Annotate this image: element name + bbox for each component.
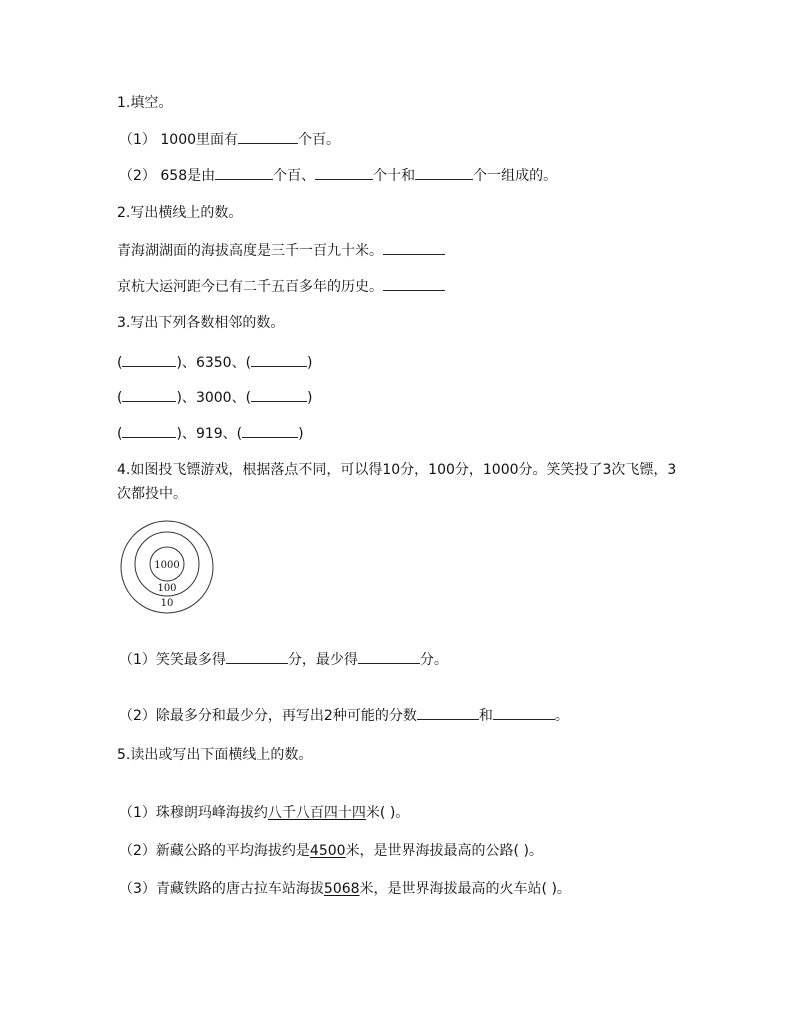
item-text: 米，是世界海拔最高的公路( )。 [345,843,543,859]
item-text: 米，是世界海拔最高的火车站( )。 [359,881,571,897]
q2-item-1 [117,240,445,261]
open-paren: ( [236,426,243,442]
open-paren: ( [117,426,123,442]
item-number: （1） [119,652,156,668]
answer-blank[interactable] [122,387,176,402]
given-number: 919 [195,426,223,442]
q3-title: 3.写出下列各数相邻的数。 [117,315,285,331]
item-number: （2） [119,843,156,859]
answer-blank[interactable] [415,165,473,180]
label-100: 100 [157,583,177,594]
answer-blank[interactable] [493,705,555,720]
item-text: 个十和 [373,168,416,184]
label-1000: 1000 [154,560,180,571]
close-paren: )、 [176,426,196,442]
close-paren: ) [307,355,313,371]
item-text: 笑笑最多得 [155,652,226,668]
q2-item-2 [117,276,445,297]
dartboard-figure [118,520,216,618]
item-number: （3） [119,881,156,897]
q2-title: 2.写出横线上的数。 [117,205,243,221]
answer-blank[interactable] [122,352,176,367]
underlined-number: 4500 [309,843,346,859]
item-text: 个一组成的。 [473,168,558,184]
q5-title: 5.读出或写出下面横线上的数。 [117,747,313,763]
q5-item-3 [119,879,571,899]
q4-item-1 [119,649,448,670]
answer-blank[interactable] [242,423,298,438]
q1-item-2 [119,165,557,186]
answer-blank[interactable] [122,423,176,438]
open-paren: ( [117,390,123,406]
item-text: 新藏公路的平均海拔约是 [155,843,310,859]
close-paren: )、 [176,390,196,406]
item-number: （1） [119,132,156,148]
separator: 、 [222,426,237,442]
separator: 、 [231,390,246,406]
item-text: 分。 [419,652,448,668]
open-paren: ( [245,390,252,406]
answer-blank[interactable] [238,129,298,144]
q4-item-2 [119,705,569,726]
item-text: 1000里面有 [160,132,239,148]
item-number: （1） [119,805,156,821]
q3-item-3 [117,423,304,444]
close-paren: )、 [176,355,196,371]
given-number: 6350 [195,355,232,371]
item-text: 个百。 [298,132,341,148]
answer-blank[interactable] [358,649,420,664]
item-text: 青海湖湖面的海拔高度是三千一百九十米。 [117,243,383,259]
underlined-number: 5068 [323,881,360,897]
given-number: 3000 [195,390,232,406]
answer-blank[interactable] [383,276,445,291]
label-10: 10 [160,598,174,609]
close-paren: ) [298,426,304,442]
item-text: 京杭大运河距今已有二千五百多年的历史。 [117,279,383,295]
q1-title: 1.填空。 [117,95,173,111]
answer-blank[interactable] [215,165,273,180]
item-text: 658是由 [160,168,216,184]
open-paren: ( [117,355,123,371]
answer-blank[interactable] [226,649,288,664]
q4-title: 4.如图投飞镖游戏，根据落点不同，可以得10分，100分，1000分。笑笑投了3次飞镖，3次都投中。 [117,462,677,502]
close-paren: ) [307,390,313,406]
item-text: 青藏铁路的唐古拉车站海拔 [155,881,324,897]
q3-item-1 [117,352,313,373]
item-number: （2） [119,708,156,724]
separator: 、 [231,355,246,371]
item-text: 分，最少得 [287,652,358,668]
item-number: （2） [119,168,156,184]
item-text: 除最多分和最少分，再写出2种可能的分数 [155,708,417,724]
open-paren: ( [245,355,252,371]
q5-item-1 [119,803,409,823]
item-text: 。 [554,708,569,724]
item-text: 珠穆朗玛峰海拔约 [155,805,268,821]
underlined-number: 八千八百四十四 [267,805,366,821]
answer-blank[interactable] [383,240,445,255]
answer-blank[interactable] [251,387,307,402]
answer-blank[interactable] [251,352,307,367]
q3-item-2 [117,387,313,408]
item-text: 和 [478,708,493,724]
answer-blank[interactable] [315,165,373,180]
q1-item-1 [119,129,340,150]
item-text: 个百、 [273,168,316,184]
item-text: 米( )。 [365,805,410,821]
answer-blank[interactable] [417,705,479,720]
q5-item-2 [119,841,543,861]
